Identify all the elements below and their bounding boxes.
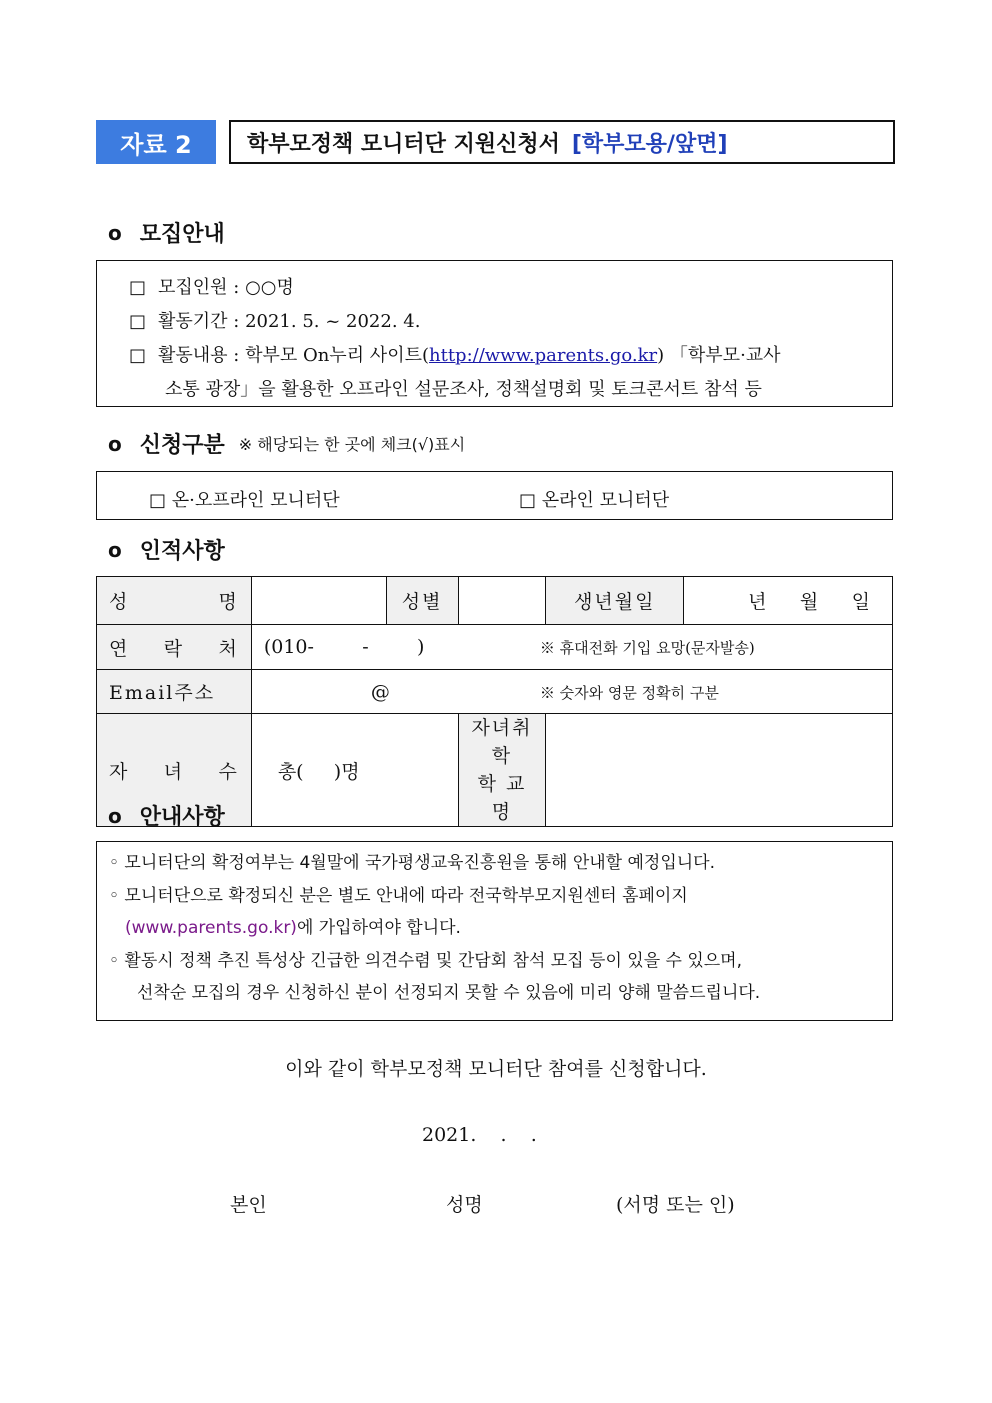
- apply-note: ※ 해당되는 한 곳에 체크(√)표시: [238, 435, 466, 454]
- circle-bullet-icon: o: [108, 803, 122, 828]
- section-guide-heading: o 안내사항: [108, 803, 225, 830]
- name-label: 성 명: [97, 577, 252, 625]
- guide-box: [96, 841, 893, 1021]
- contact-note: ※ 휴대전화 기입 요망(문자발송): [539, 639, 755, 657]
- signature-name-label: 성명: [446, 1194, 483, 1216]
- contact-label: 연 락 처: [97, 625, 252, 670]
- recruit-line-activity: □ 활동내용 : 학부모 On누리 사이트(http://www.parents.go.kr) 「학부모·교사: [129, 345, 781, 366]
- table-row: [97, 670, 893, 714]
- children-label: 자 녀 수: [97, 714, 252, 827]
- apply-box: [96, 471, 893, 520]
- contact-field[interactable]: [251, 625, 892, 670]
- birth-field[interactable]: 년 월 일: [684, 577, 893, 625]
- circle-bullet-icon: o: [108, 431, 122, 456]
- school-label: 자녀취학 학 교 명: [458, 714, 546, 827]
- section-recruit-heading: o 모집안내: [108, 220, 225, 247]
- gender-label: 성별: [386, 577, 458, 625]
- contact-value: (010- - ): [263, 636, 425, 658]
- gender-field[interactable]: [458, 577, 546, 625]
- document-title: 학부모정책 모니터단 지원신청서: [247, 131, 560, 157]
- square-bullet-icon: □: [129, 345, 147, 366]
- personal-info-table: [96, 576, 893, 827]
- table-row: [97, 625, 893, 670]
- birth-label: 생년월일: [546, 577, 684, 625]
- application-date: 2021. . .: [422, 1124, 537, 1146]
- square-bullet-icon: □: [129, 311, 147, 332]
- document-subtitle: [학부모용/앞면]: [571, 131, 728, 157]
- circle-bullet-icon: o: [108, 537, 122, 562]
- email-label: Email주소: [97, 670, 252, 714]
- self-label: 본인: [230, 1194, 267, 1216]
- email-note: ※ 숫자와 영문 정확히 구분: [539, 683, 719, 702]
- children-field[interactable]: [251, 714, 458, 827]
- recruit-line-activity-cont: 소통 광장」을 활용한 오프라인 설문조사, 정책설명회 및 토크콘서트 참석 등: [165, 379, 762, 400]
- recruit-line-period: □ 활동기간 : 2021. 5. ~ 2022. 4.: [129, 311, 421, 332]
- parents-site-link[interactable]: (www.parents.go.kr): [125, 918, 297, 938]
- option-online-checkbox[interactable]: □ 온라인 모니터단: [519, 490, 670, 511]
- recruit-box: [96, 260, 893, 407]
- table-row: [97, 577, 893, 625]
- section-apply-heading: o 신청구분 ※ 해당되는 한 곳에 체크(√)표시: [108, 431, 466, 458]
- guide-item-2-cont: (www.parents.go.kr)에 가입하여야 합니다.: [125, 918, 461, 938]
- school-field[interactable]: [546, 714, 893, 827]
- square-bullet-icon: □: [129, 277, 147, 298]
- guide-item-3: ◦ 활동시 정책 추진 특성상 긴급한 의견수렴 및 간담회 참석 모집 등이 있을 수 있으며,: [109, 951, 743, 971]
- circle-bullet-icon: o: [108, 220, 122, 245]
- guide-item-2: ◦ 모니터단으로 확정되신 분은 별도 안내에 따라 전국학부모지원센터 홈페이지: [109, 886, 688, 906]
- parents-site-link[interactable]: http://www.parents.go.kr: [429, 345, 658, 366]
- document-tag: 자료 2: [96, 120, 216, 164]
- name-field[interactable]: [251, 577, 386, 625]
- document-title-box: [229, 120, 895, 164]
- option-online-offline-checkbox[interactable]: □ 온·오프라인 모니터단: [149, 490, 340, 511]
- children-value: 총( )명: [277, 760, 360, 783]
- guide-item-1: ◦ 모니터단의 확정여부는 4월말에 국가평생교육진흥원을 통해 안내할 예정입니다.: [109, 853, 715, 873]
- section-personal-heading: o 인적사항: [108, 537, 225, 564]
- signature-label: (서명 또는 인): [616, 1194, 735, 1216]
- email-at-sign: @: [370, 680, 390, 703]
- application-statement: 이와 같이 학부모정책 모니터단 참여를 신청합니다.: [285, 1058, 707, 1080]
- guide-item-3-cont: 선착순 모집의 경우 신청하신 분이 선정되지 못할 수 있음에 미리 양해 말씀드립니다.: [137, 983, 761, 1003]
- email-field[interactable]: [251, 670, 892, 714]
- recruit-line-members: □ 모집인원 : ○○명: [129, 277, 294, 298]
